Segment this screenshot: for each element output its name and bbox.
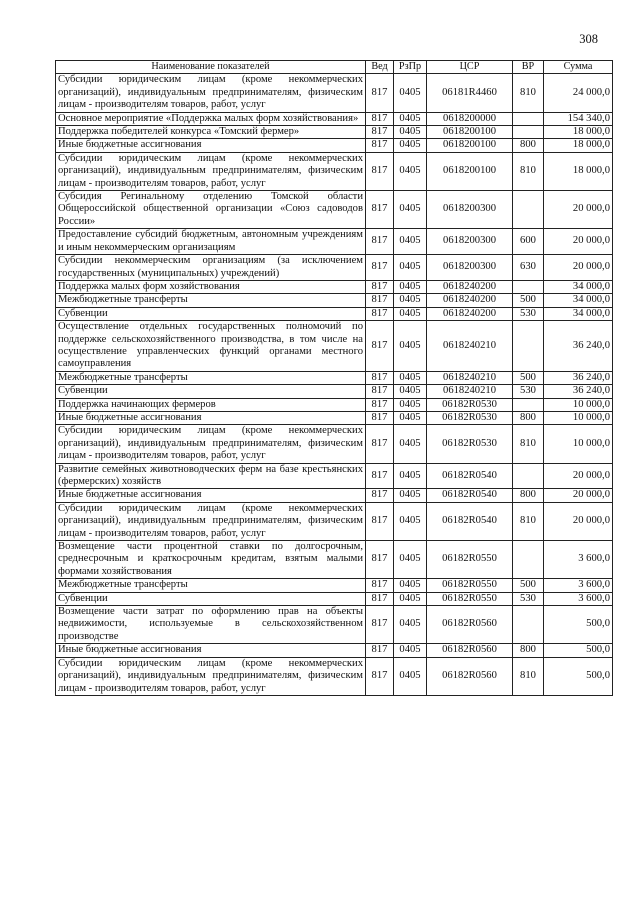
- cell-sum: 10 000,0: [544, 425, 613, 463]
- cell-csr: 06182R0530: [427, 425, 513, 463]
- cell-name: Субсидии юридическим лицам (кроме некоммерческих организаций), индивидуальным предпринимателям, физическим лицам - производителям товаров, работ, услуг: [56, 74, 366, 112]
- cell-name: Субсидии юридическим лицам (кроме некоммерческих организаций), индивидуальным предпринимателям, физическим лицам - производителям товаров, работ, услуг: [56, 425, 366, 463]
- cell-sum: 20 000,0: [544, 191, 613, 229]
- cell-ved: 817: [366, 294, 394, 307]
- cell-csr: 06182R0530: [427, 411, 513, 424]
- cell-sum: 24 000,0: [544, 74, 613, 112]
- cell-sum: 36 240,0: [544, 385, 613, 398]
- table-row: [56, 398, 613, 411]
- cell-sum: 20 000,0: [544, 502, 613, 540]
- cell-sum: 500,0: [544, 657, 613, 695]
- table-row: [56, 126, 613, 139]
- cell-name: Иные бюджетные ассигнования: [56, 411, 366, 424]
- cell-rzpr: 0405: [394, 489, 427, 502]
- cell-sum: 10 000,0: [544, 411, 613, 424]
- cell-vr: 800: [513, 489, 544, 502]
- cell-rzpr: 0405: [394, 371, 427, 384]
- cell-csr: 0618200300: [427, 255, 513, 281]
- cell-csr: 0618240210: [427, 321, 513, 372]
- table-row: [56, 463, 613, 489]
- cell-csr: 0618240210: [427, 371, 513, 384]
- table-body: [56, 74, 613, 696]
- cell-csr: 06182R0540: [427, 502, 513, 540]
- cell-vr: 810: [513, 74, 544, 112]
- cell-ved: 817: [366, 321, 394, 372]
- cell-vr: [513, 541, 544, 579]
- table-row: [56, 321, 613, 372]
- cell-rzpr: 0405: [394, 502, 427, 540]
- cell-csr: 06182R0550: [427, 579, 513, 592]
- cell-sum: 20 000,0: [544, 255, 613, 281]
- cell-ved: 817: [366, 307, 394, 320]
- cell-csr: 06182R0530: [427, 398, 513, 411]
- cell-ved: 817: [366, 112, 394, 125]
- cell-vr: 810: [513, 657, 544, 695]
- cell-csr: 06182R0560: [427, 606, 513, 644]
- cell-vr: 800: [513, 139, 544, 152]
- table-row: [56, 502, 613, 540]
- cell-ved: 817: [366, 606, 394, 644]
- cell-vr: 800: [513, 644, 544, 657]
- cell-vr: 530: [513, 592, 544, 605]
- table-row: [56, 139, 613, 152]
- cell-name: Развитие семейных животноводческих ферм на базе крестьянских (фермерских) хозяйств: [56, 463, 366, 489]
- cell-ved: 817: [366, 579, 394, 592]
- cell-rzpr: 0405: [394, 463, 427, 489]
- table-header-row: [56, 61, 613, 74]
- table-row: [56, 74, 613, 112]
- cell-vr: 500: [513, 371, 544, 384]
- table-row: [56, 657, 613, 695]
- cell-ved: 817: [366, 139, 394, 152]
- cell-name: Поддержка малых форм хозяйствования: [56, 280, 366, 293]
- cell-csr: 06182R0550: [427, 592, 513, 605]
- cell-vr: [513, 606, 544, 644]
- cell-name: Возмещение части затрат по оформлению прав на объекты недвижимости, используемые в сельскохозяйственном производстве: [56, 606, 366, 644]
- cell-ved: 817: [366, 371, 394, 384]
- cell-vr: 630: [513, 255, 544, 281]
- cell-vr: [513, 280, 544, 293]
- table-row: [56, 489, 613, 502]
- table-row: [56, 592, 613, 605]
- cell-ved: 817: [366, 502, 394, 540]
- table-row: [56, 112, 613, 125]
- cell-ved: 817: [366, 255, 394, 281]
- cell-csr: 0618200100: [427, 152, 513, 190]
- table-row: [56, 579, 613, 592]
- cell-name: Субсидия Регинальному отделению Томской области Общероссийской общественной организации «Союз садоводов России»: [56, 191, 366, 229]
- cell-rzpr: 0405: [394, 191, 427, 229]
- cell-ved: 817: [366, 126, 394, 139]
- cell-sum: 20 000,0: [544, 229, 613, 255]
- cell-rzpr: 0405: [394, 229, 427, 255]
- cell-sum: 154 340,0: [544, 112, 613, 125]
- table-row: [56, 644, 613, 657]
- cell-sum: 18 000,0: [544, 139, 613, 152]
- cell-rzpr: 0405: [394, 280, 427, 293]
- cell-vr: 800: [513, 411, 544, 424]
- cell-ved: 817: [366, 657, 394, 695]
- cell-name: Иные бюджетные ассигнования: [56, 644, 366, 657]
- table-row: [56, 411, 613, 424]
- cell-rzpr: 0405: [394, 644, 427, 657]
- cell-ved: 817: [366, 411, 394, 424]
- cell-sum: 34 000,0: [544, 294, 613, 307]
- cell-ved: 817: [366, 74, 394, 112]
- page-number: 308: [579, 32, 598, 46]
- cell-name: Субсидии некоммерческим организациям (за исключением государственных (муниципальных) учреждений): [56, 255, 366, 281]
- cell-name: Поддержка начинающих фермеров: [56, 398, 366, 411]
- cell-rzpr: 0405: [394, 657, 427, 695]
- cell-vr: [513, 463, 544, 489]
- cell-rzpr: 0405: [394, 307, 427, 320]
- header-ved: Вед: [366, 61, 394, 74]
- cell-csr: 06182R0540: [427, 489, 513, 502]
- cell-csr: 0618200100: [427, 139, 513, 152]
- cell-ved: 817: [366, 191, 394, 229]
- cell-ved: 817: [366, 644, 394, 657]
- cell-sum: 36 240,0: [544, 371, 613, 384]
- cell-name: Иные бюджетные ассигнования: [56, 489, 366, 502]
- cell-csr: 06181R4460: [427, 74, 513, 112]
- cell-csr: 06182R0560: [427, 657, 513, 695]
- cell-name: Межбюджетные трансферты: [56, 371, 366, 384]
- cell-csr: 06182R0540: [427, 463, 513, 489]
- cell-name: Предоставление субсидий бюджетным, автономным учреждениям и иным некоммерческим организациям: [56, 229, 366, 255]
- cell-ved: 817: [366, 592, 394, 605]
- table-row: [56, 371, 613, 384]
- cell-name: Иные бюджетные ассигнования: [56, 139, 366, 152]
- cell-vr: [513, 191, 544, 229]
- cell-sum: 34 000,0: [544, 307, 613, 320]
- cell-rzpr: 0405: [394, 541, 427, 579]
- cell-ved: 817: [366, 463, 394, 489]
- cell-vr: 600: [513, 229, 544, 255]
- cell-rzpr: 0405: [394, 152, 427, 190]
- cell-rzpr: 0405: [394, 579, 427, 592]
- header-vr: ВР: [513, 61, 544, 74]
- cell-name: Субвенции: [56, 307, 366, 320]
- cell-rzpr: 0405: [394, 112, 427, 125]
- cell-ved: 817: [366, 541, 394, 579]
- cell-name: Межбюджетные трансферты: [56, 294, 366, 307]
- cell-sum: 500,0: [544, 644, 613, 657]
- cell-vr: 500: [513, 579, 544, 592]
- cell-csr: 0618240200: [427, 280, 513, 293]
- cell-csr: 06182R0560: [427, 644, 513, 657]
- table-row: [56, 307, 613, 320]
- cell-rzpr: 0405: [394, 139, 427, 152]
- header-csr: ЦСР: [427, 61, 513, 74]
- cell-name: Субсидии юридическим лицам (кроме некоммерческих организаций), индивидуальным предпринимателям, физическим лицам - производителям товаров, работ, услуг: [56, 152, 366, 190]
- cell-rzpr: 0405: [394, 321, 427, 372]
- cell-rzpr: 0405: [394, 126, 427, 139]
- cell-csr: 0618200100: [427, 126, 513, 139]
- cell-rzpr: 0405: [394, 385, 427, 398]
- cell-name: Поддержка победителей конкурса «Томский фермер»: [56, 126, 366, 139]
- cell-ved: 817: [366, 425, 394, 463]
- cell-csr: 0618240200: [427, 294, 513, 307]
- cell-rzpr: 0405: [394, 592, 427, 605]
- cell-vr: 810: [513, 152, 544, 190]
- cell-vr: 530: [513, 307, 544, 320]
- cell-sum: 34 000,0: [544, 280, 613, 293]
- table-row: [56, 229, 613, 255]
- cell-vr: [513, 398, 544, 411]
- cell-ved: 817: [366, 229, 394, 255]
- cell-vr: [513, 126, 544, 139]
- table-row: [56, 294, 613, 307]
- cell-vr: 810: [513, 502, 544, 540]
- cell-name: Основное мероприятие «Поддержка малых форм хозяйствования»: [56, 112, 366, 125]
- table-row: [56, 191, 613, 229]
- header-rzpr: РзПр: [394, 61, 427, 74]
- cell-name: Осуществление отдельных государственных полномочий по поддержке сельскохозяйственного производства, в том числе на осуществление управленческих функций органами местного самоуправления: [56, 321, 366, 372]
- budget-table: [55, 60, 613, 696]
- table-row: [56, 541, 613, 579]
- cell-csr: 0618200000: [427, 112, 513, 125]
- table-row: [56, 606, 613, 644]
- cell-ved: 817: [366, 385, 394, 398]
- cell-sum: 18 000,0: [544, 126, 613, 139]
- table-row: [56, 152, 613, 190]
- cell-sum: 3 600,0: [544, 541, 613, 579]
- table-row: [56, 280, 613, 293]
- cell-rzpr: 0405: [394, 411, 427, 424]
- cell-vr: 500: [513, 294, 544, 307]
- table-row: [56, 385, 613, 398]
- cell-ved: 817: [366, 280, 394, 293]
- cell-rzpr: 0405: [394, 425, 427, 463]
- cell-vr: 530: [513, 385, 544, 398]
- cell-rzpr: 0405: [394, 398, 427, 411]
- cell-vr: 810: [513, 425, 544, 463]
- cell-sum: 18 000,0: [544, 152, 613, 190]
- cell-name: Субсидии юридическим лицам (кроме некоммерческих организаций), индивидуальным предпринимателям, физическим лицам - производителям товаров, работ, услуг: [56, 657, 366, 695]
- cell-rzpr: 0405: [394, 606, 427, 644]
- cell-ved: 817: [366, 152, 394, 190]
- cell-sum: 3 600,0: [544, 592, 613, 605]
- cell-vr: [513, 321, 544, 372]
- cell-csr: 0618200300: [427, 229, 513, 255]
- cell-sum: 500,0: [544, 606, 613, 644]
- cell-sum: 36 240,0: [544, 321, 613, 372]
- cell-vr: [513, 112, 544, 125]
- cell-sum: 20 000,0: [544, 463, 613, 489]
- cell-csr: 0618240210: [427, 385, 513, 398]
- table-row: [56, 425, 613, 463]
- cell-ved: 817: [366, 398, 394, 411]
- cell-name: Субвенции: [56, 385, 366, 398]
- cell-csr: 0618200300: [427, 191, 513, 229]
- cell-name: Субвенции: [56, 592, 366, 605]
- cell-rzpr: 0405: [394, 74, 427, 112]
- cell-name: Субсидии юридическим лицам (кроме некоммерческих организаций), индивидуальным предпринимателям, физическим лицам - производителям товаров, работ, услуг: [56, 502, 366, 540]
- cell-rzpr: 0405: [394, 255, 427, 281]
- cell-sum: 3 600,0: [544, 579, 613, 592]
- header-sum: Сумма: [544, 61, 613, 74]
- cell-name: Межбюджетные трансферты: [56, 579, 366, 592]
- cell-csr: 0618240200: [427, 307, 513, 320]
- header-name: Наименование показателей: [56, 61, 366, 74]
- cell-sum: 20 000,0: [544, 489, 613, 502]
- cell-rzpr: 0405: [394, 294, 427, 307]
- cell-csr: 06182R0550: [427, 541, 513, 579]
- cell-sum: 10 000,0: [544, 398, 613, 411]
- table-row: [56, 255, 613, 281]
- cell-name: Возмещение части процентной ставки по долгосрочным, среднесрочным и краткосрочным кредитам, взятым малыми формами хозяйствования: [56, 541, 366, 579]
- cell-ved: 817: [366, 489, 394, 502]
